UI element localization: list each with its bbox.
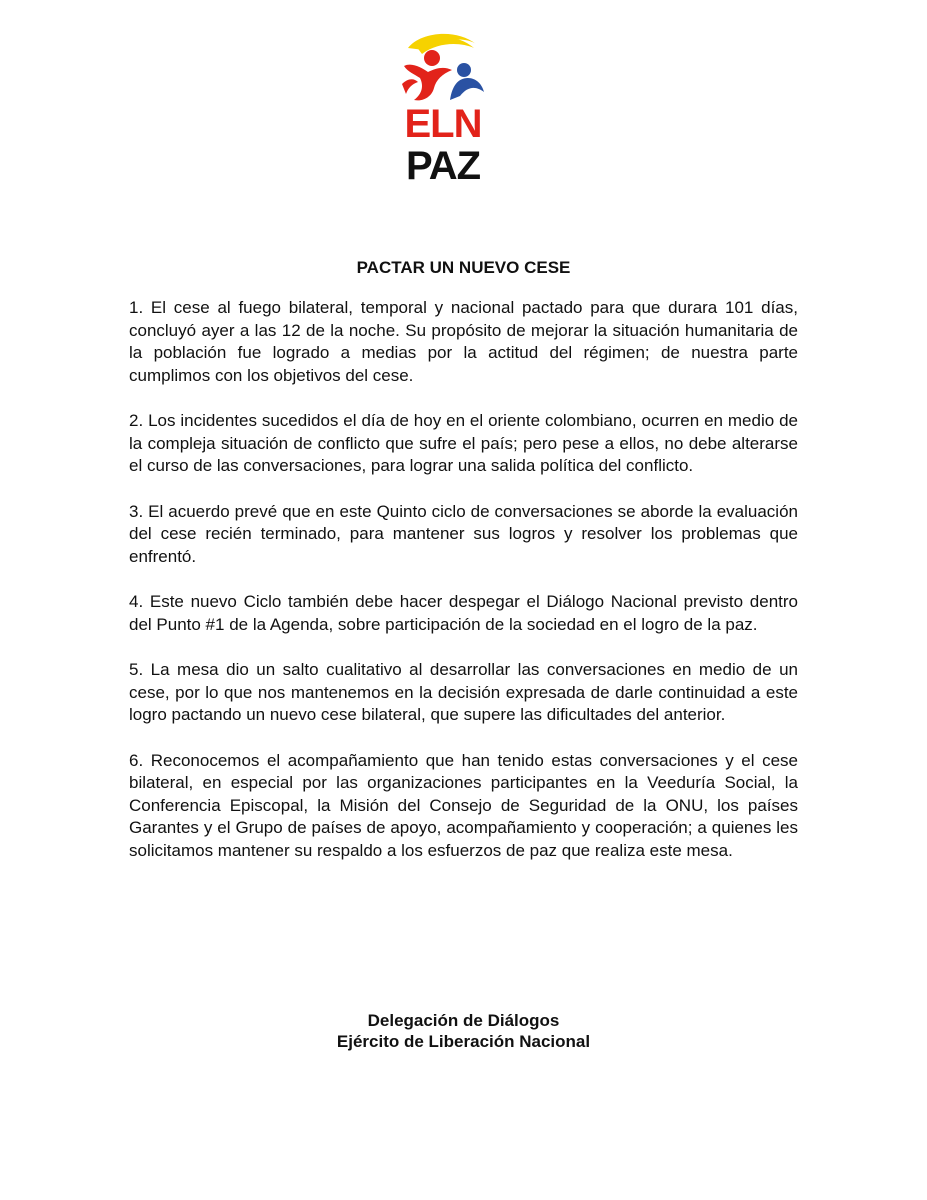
document-body xyxy=(129,297,798,885)
document-title: PACTAR UN NUEVO CESE xyxy=(356,258,571,277)
logo-paz-text: PAZ xyxy=(405,144,481,188)
paragraph-4: 4. Este nuevo Ciclo también debe hacer despegar el Diálogo Nacional previsto dentro del Punto #1 de la Agenda, sobre participación de la sociedad en el logro de la paz. xyxy=(129,592,798,634)
paragraph-5: 5. La mesa dio un salto cualitativo al desarrollar las conversaciones en medio de un cese, por lo que nos mantenemos en la decisión expresada de darle continuidad a este logro pactando un nuevo cese bilateral, que supere las dificultades del anterior. xyxy=(129,660,798,724)
signature-delegation: Delegación de Diálogos xyxy=(367,1011,560,1030)
eln-paz-logo xyxy=(398,26,488,188)
signature-organization: Ejército de Liberación Nacional xyxy=(336,1032,591,1051)
paragraph-2: 2. Los incidentes sucedidos el día de hoy en el oriente colombiano, ocurren en medio de la compleja situación de conflicto que sufre el país; pero pese a ellos, no debe alterarse el curso de las conversaciones, para lograr una salida política del conflicto. xyxy=(129,411,798,475)
signature-block xyxy=(0,1010,927,1052)
logo-eln-text: ELN xyxy=(404,102,482,146)
paragraph-3: 3. El acuerdo prevé que en este Quinto ciclo de conversaciones se aborde la evaluación del cese recién terminado, para mantener sus logros y resolver los problemas que enfrentó. xyxy=(129,501,798,566)
paragraph-1: 1. El cese al fuego bilateral, temporal y nacional pactado para que durara 101 días, concluyó ayer a las 12 de la noche. Su propósito de mejorar la situación humanitaria de la población fue logrado a medias por la actitud del régimen; de nuestra parte cumplimos con los objetivos del cese. xyxy=(129,298,798,385)
logo-figures-icon xyxy=(398,26,488,106)
paragraph-6: 6. Reconocemos el acompañamiento que han tenido estas conversaciones y el cese bilateral, en especial por las organizaciones participantes en la Veeduría Social, la Conferencia Episcopal, la Misión del Consejo de Seguridad de la ONU, los países Garantes y el Grupo de países de apoyo, acompañamiento y cooperación; a quienes les solicitamos mantener su respaldo a los esfuerzos de paz que realiza este mesa. xyxy=(129,750,798,860)
